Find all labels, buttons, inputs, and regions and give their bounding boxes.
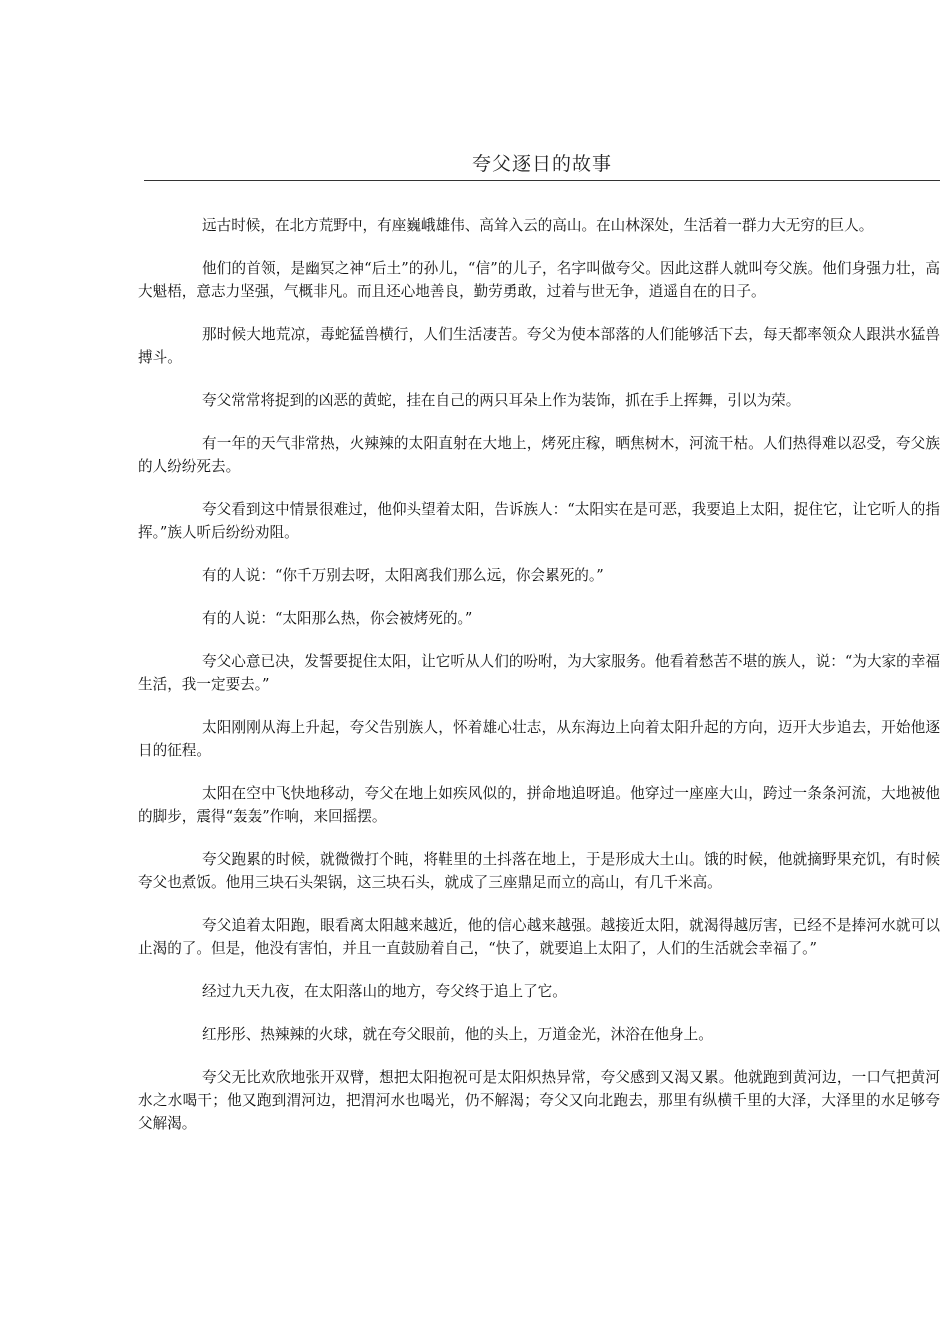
paragraph: 远古时候，在北方荒野中，有座巍峨雄伟、高耸入云的高山。在山林深处，生活着一群力大无穷的巨人。 bbox=[202, 217, 874, 234]
paragraph: 有的人说：“太阳那么热，你会被烤死的。” bbox=[202, 610, 473, 627]
paragraph: 有一年的天气非常热，火辣辣的太阳直射在大地上，烤死庄稼，晒焦树木，河流干枯。人们热得难以忍受，夸父族的人纷纷死去。 bbox=[138, 435, 940, 475]
title-header bbox=[144, 150, 940, 181]
document-body bbox=[138, 214, 940, 1155]
page-title: 夸父逐日的故事 bbox=[471, 153, 612, 175]
paragraph: 有的人说：“你千万别去呀，太阳离我们那么远，你会累死的。” bbox=[202, 567, 604, 584]
paragraph: 夸父看到这中情景很难过，他仰头望着太阳，告诉族人：“太阳实在是可恶，我要追上太阳，捉住它，让它听人的指挥。”族人听后纷纷劝阻。 bbox=[138, 501, 940, 541]
paragraph: 红彤彤、热辣辣的火球，就在夸父眼前，他的头上，万道金光，沐浴在他身上。 bbox=[202, 1026, 713, 1043]
paragraph: 太阳在空中飞快地移动，夸父在地上如疾风似的，拼命地追呀追。他穿过一座座大山，跨过一条条河流，大地被他的脚步，震得“轰轰”作响，来回摇摆。 bbox=[138, 785, 940, 825]
paragraph: 那时候大地荒凉，毒蛇猛兽横行，人们生活凄苦。夸父为使本部落的人们能够活下去，每天都率领众人跟洪水猛兽搏斗。 bbox=[138, 326, 940, 366]
paragraph: 夸父心意已决，发誓要捉住太阳，让它听从人们的吩咐，为大家服务。他看着愁苦不堪的族人，说：“为大家的幸福生活，我一定要去。” bbox=[138, 653, 940, 693]
paragraph: 夸父无比欢欣地张开双臂，想把太阳抱祝可是太阳炽热异常，夸父感到又渴又累。他就跑到黄河边，一口气把黄河水之水喝干；他又跑到渭河边，把渭河水也喝光，仍不解渴；夸父又向北跑去，那里有纵横千里的大泽，大泽里的水足够夸父解渴。 bbox=[138, 1069, 940, 1132]
paragraph: 经过九天九夜，在太阳落山的地方，夸父终于追上了它。 bbox=[202, 983, 567, 1000]
paragraph: 夸父跑累的时候，就微微打个盹，将鞋里的土抖落在地上，于是形成大土山。饿的时候，他就摘野果充饥，有时候夸父也煮饭。他用三块石头架锅，这三块石头，就成了三座鼎足而立的高山，有几千米高。 bbox=[138, 851, 940, 891]
paragraph: 夸父追着太阳跑，眼看离太阳越来越近，他的信心越来越强。越接近太阳，就渴得越厉害，已经不是捧河水就可以止渴的了。但是，他没有害怕，并且一直鼓励着自己，“快了，就要追上太阳了，人们的生活就会幸福了。” bbox=[138, 917, 940, 957]
paragraph: 他们的首领，是幽冥之神“后土”的孙儿，“信”的儿子，名字叫做夸父。因此这群人就叫夸父族。他们身强力壮，高大魁梧，意志力坚强，气概非凡。而且还心地善良，勤劳勇敢，过着与世无争，逍遥自在的日子。 bbox=[138, 260, 940, 300]
paragraph: 夸父常常将捉到的凶恶的黄蛇，挂在自己的两只耳朵上作为装饰，抓在手上挥舞，引以为荣。 bbox=[202, 392, 801, 409]
paragraph: 太阳刚刚从海上升起，夸父告别族人，怀着雄心壮志，从东海边上向着太阳升起的方向，迈开大步追去，开始他逐日的征程。 bbox=[138, 719, 940, 759]
